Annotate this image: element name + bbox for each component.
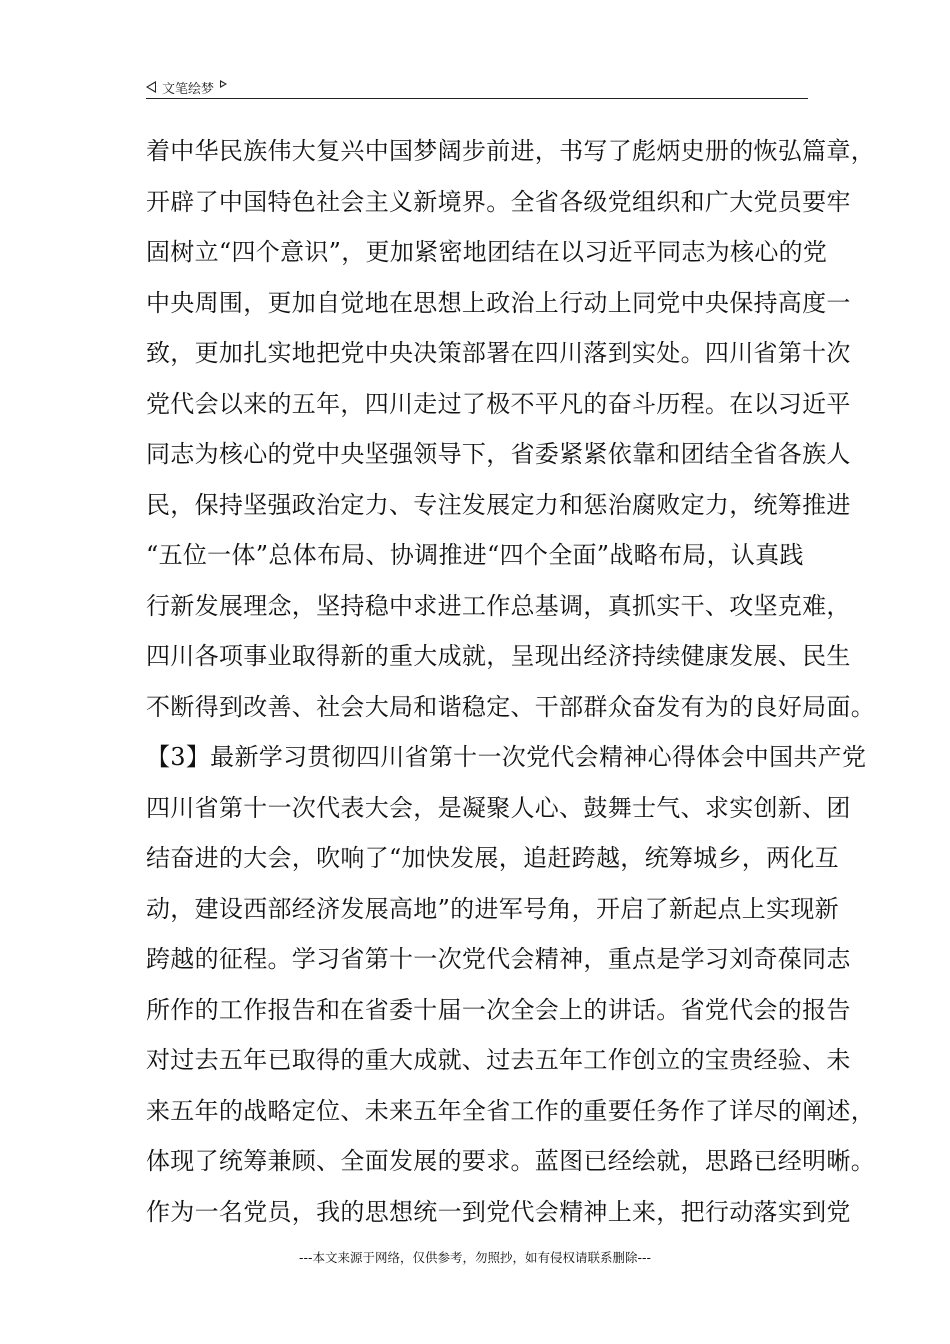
header-title: 文笔绘梦 [162, 81, 215, 97]
text-line: 跨越的征程。学习省第十一次党代会精神，重点是学习刘奇葆同志 [146, 945, 851, 973]
text-line: 行新发展理念，坚持稳中求进工作总基调，真抓实干、攻坚克难， [146, 591, 851, 620]
document-header [146, 76, 806, 98]
text-line: 中央周围，更加自觉地在思想上政治上行动上同党中央保持高度一 [146, 288, 851, 317]
text-line: 四川省第十一次代表大会，是凝聚人心、鼓舞士气、求实创新、团 [146, 793, 851, 822]
text-line: 所作的工作报告和在省委十届一次全会上的讲话。省党代会的报告 [146, 995, 851, 1024]
text-line: 民，保持坚强政治定力、专注发展定力和惩治腐败定力，统筹推进 [146, 490, 851, 519]
text-line: 固树立“四个意识”，更加紧密地团结在以习近平同志为核心的党 [146, 238, 828, 266]
text-line: 着中华民族伟大复兴中国梦阔步前进，书写了彪炳史册的恢弘篇章， [146, 137, 875, 165]
body-text [146, 126, 875, 1237]
text-line: 四川各项事业取得新的重大成就，呈现出经济持续健康发展、民生 [146, 642, 851, 670]
section-heading-line: 【3】最新学习贯彻四川省第十一次党代会精神心得体会中国共产党 [146, 743, 867, 771]
text-line: 动，建设西部经济发展高地”的进军号角，开启了新起点上实现新 [146, 894, 839, 923]
text-line: 对过去五年已取得的重大成就、过去五年工作创立的宝贵经验、未 [146, 1046, 851, 1074]
text-line: 致，更加扎实地把党中央决策部署在四川落到实处。四川省第十次 [146, 339, 851, 367]
text-line: 同志为核心的党中央坚强领导下，省委紧紧依靠和团结全省各族人 [146, 440, 851, 468]
text-line: 不断得到改善、社会大局和谐稳定、干部群众奋发有为的良好局面。 [146, 692, 875, 721]
text-line: 作为一名党员，我的思想统一到党代会精神上来，把行动落实到党 [146, 1197, 851, 1226]
text-line: “五位一体”总体布局、协调推进“四个全面”战略布局，认真践 [146, 541, 804, 569]
text-line: 体现了统筹兼顾、全面发展的要求。蓝图已经绘就，思路已经明晰。 [146, 1147, 875, 1175]
footer-disclaimer: ---本文来源于网络，仅供参考，勿照抄，如有侵权请联系删除--- [298, 1250, 652, 1265]
text-line: 结奋进的大会，吹响了“加快发展，追赶跨越，统筹城乡，两化互 [146, 844, 839, 872]
triangle-left-icon [146, 81, 156, 93]
header-divider [146, 98, 808, 99]
text-line: 来五年的战略定位、未来五年全省工作的重要任务作了详尽的阐述， [146, 1096, 875, 1125]
triangle-right-icon [220, 80, 227, 88]
text-line: 开辟了中国特色社会主义新境界。全省各级党组织和广大党员要牢 [146, 187, 851, 216]
text-line: 党代会以来的五年，四川走过了极不平凡的奋斗历程。在以习近平 [146, 389, 851, 418]
